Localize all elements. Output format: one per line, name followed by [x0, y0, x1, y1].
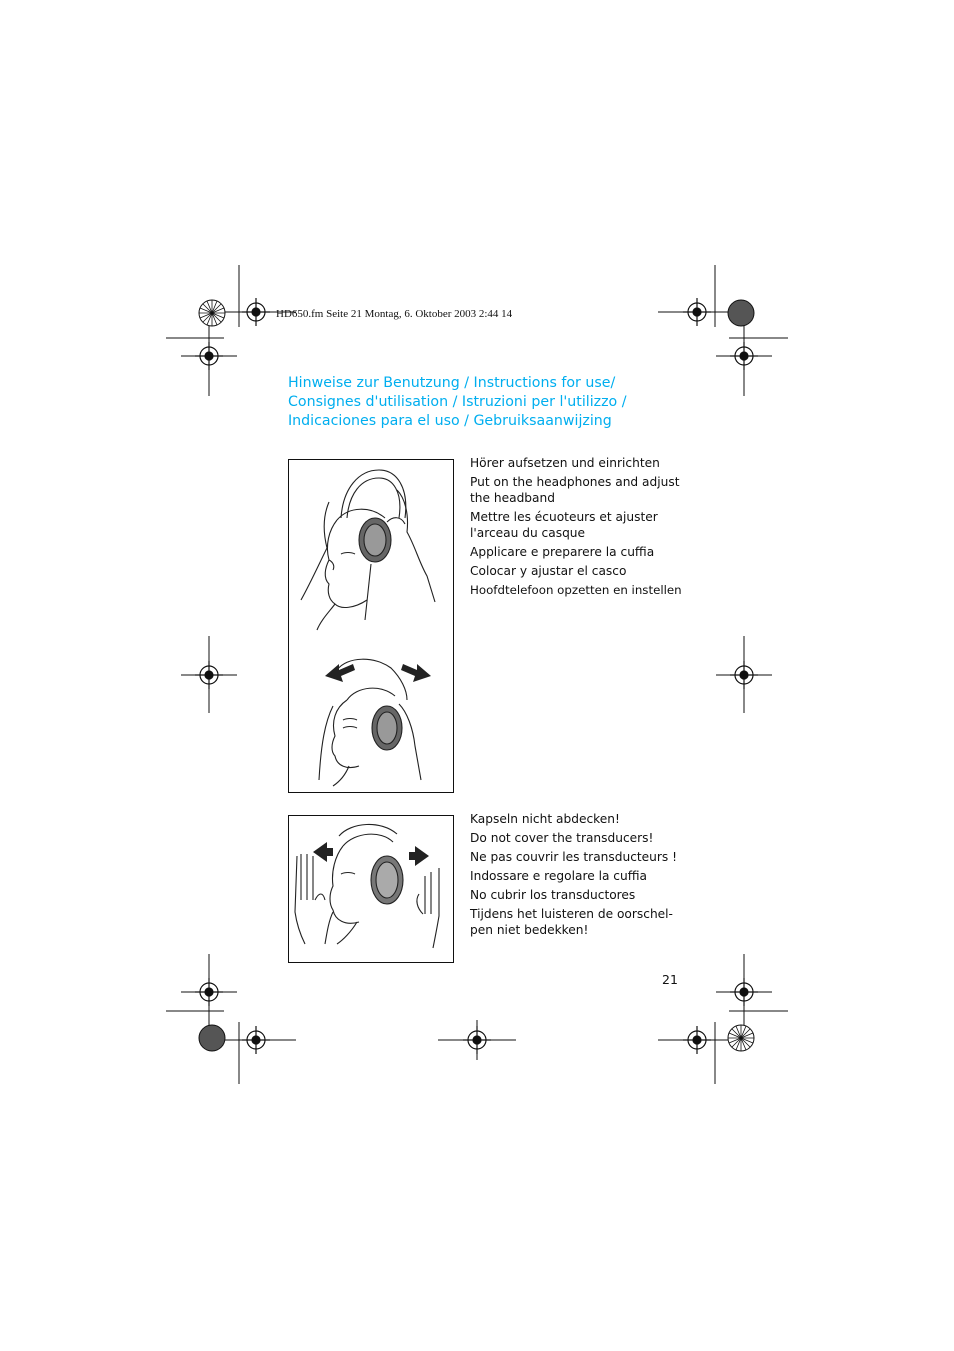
title-line: Indicaciones para el uso / Gebruiksaanwijzing [288, 413, 612, 429]
page-title [288, 374, 708, 431]
instruction-text: Colocar y ajustar el casco [470, 564, 627, 578]
print-slug: HD650.fm Seite 21 Montag, 6. Oktober 2003 2:44 14 [276, 308, 513, 320]
page-number: 21 [662, 972, 678, 987]
headphone-illustration [289, 460, 453, 792]
instruction-text: Tijdens het luisteren de oorschel-pen niet bedekken! [470, 907, 673, 937]
instruction-text: Ne pas couvrir les transducteurs ! [470, 850, 678, 864]
instruction-text: Indossare e regolare la cuffia [470, 869, 647, 883]
title-line: Hinweise zur Benutzung / Instructions for use/ [288, 375, 616, 391]
instruction-text: Put on the headphones and adjust the headband [470, 475, 680, 505]
instruction-text: Kapseln nicht abdecken! [470, 812, 620, 826]
instruction-text: Do not cover the transducers! [470, 831, 654, 845]
instruction-text: Hoofdtelefoon opzetten en instellen [470, 583, 682, 597]
figure-put-on-headphones [288, 459, 454, 793]
title-line: Consignes d'utilisation / Istruzioni per l'utilizzo / [288, 394, 627, 410]
figure-do-not-cover [288, 815, 454, 963]
instructions-do-not-cover [470, 811, 700, 941]
instruction-text: Hörer aufsetzen und einrichten [470, 456, 660, 470]
instructions-put-on [470, 455, 700, 601]
instruction-text: No cubrir los transductores [470, 888, 636, 902]
instruction-text: Mettre les écuoteurs et ajuster l'arceau du casque [470, 510, 658, 540]
transducer-illustration [289, 816, 453, 962]
instruction-text: Applicare e preparere la cuffia [470, 545, 655, 559]
